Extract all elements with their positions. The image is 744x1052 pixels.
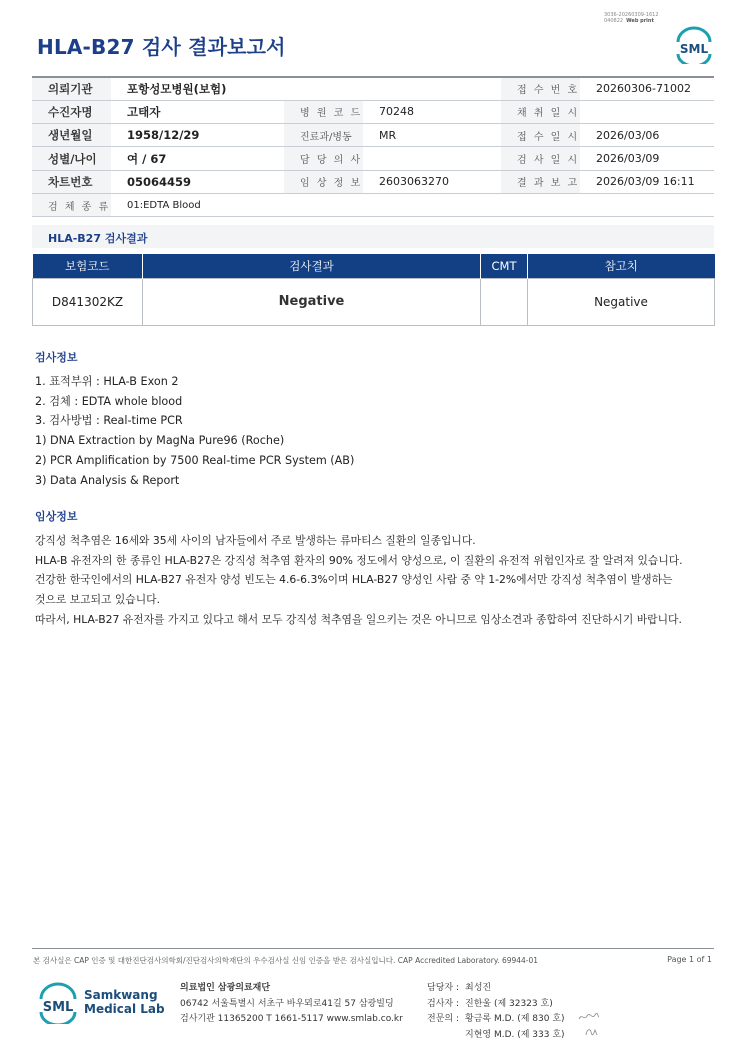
- specimen-label: 검 체 종 류: [32, 193, 111, 216]
- insurance-code: D841302KZ: [33, 278, 143, 325]
- clinical-info-line: HLA-B 유전자의 한 종류인 HLA-B27은 강직성 척추염 환자의 90% 정도에서 양성으로, 이 질환의 유전적 위험인자로 잘 알려져 있습니다.: [35, 553, 683, 567]
- test-info-line: 2. 검체 : EDTA whole blood: [35, 394, 183, 408]
- lab-address: [180, 981, 403, 1028]
- info-row: [32, 193, 714, 216]
- reference-value: Negative: [528, 278, 715, 325]
- lab-name-line: Medical Lab: [84, 1002, 165, 1016]
- info-label: 임 상 정 보: [284, 170, 363, 193]
- info-label: 성별/나이: [32, 147, 111, 170]
- info-label: [284, 77, 363, 100]
- sml-footer-logo-icon: [36, 982, 80, 1024]
- staff-role: 전문의 :: [427, 1014, 459, 1024]
- cmt-value: [481, 278, 528, 325]
- report-title: HLA-B27 검사 결과보고서: [37, 35, 286, 59]
- clinical-info-section: [35, 508, 683, 630]
- info-value: [363, 147, 501, 170]
- info-label: 생년월일: [32, 124, 111, 147]
- info-value: 여 / 67: [111, 147, 284, 170]
- staff-name: 황금록 M.D. (제 830 호): [465, 1014, 565, 1024]
- info-label: 병 원 코 드: [284, 100, 363, 123]
- lab-name-line: Samkwang: [84, 988, 158, 1002]
- accreditation-note: 본 검사실은 CAP 인증 및 대한진단검사의학회/진단검사의학재단의 우수검사실 신임 인증을 받은 검사실입니다. CAP Accredited Laboratory. 69944-01: [33, 956, 539, 965]
- info-value: 2026/03/09: [580, 147, 714, 170]
- staff-name: 최성진: [465, 983, 492, 993]
- staff-name: 지현영 M.D. (제 333 호): [465, 1029, 565, 1040]
- info-label: 접 수 일 시: [501, 124, 580, 147]
- info-value: 포항성모병원(보험): [111, 77, 284, 100]
- info-value: 1958/12/29: [111, 124, 284, 147]
- column-header: CMT: [481, 254, 528, 278]
- organization-name: 의료법인 삼광의료재단: [180, 983, 271, 993]
- result-table: [32, 254, 715, 326]
- info-row: [32, 147, 714, 170]
- test-info-line: 1) DNA Extraction by MagNa Pure96 (Roche): [35, 434, 285, 448]
- test-info-line: 2) PCR Amplification by 7500 Real-time PCR System (AB): [35, 453, 355, 467]
- info-value: 2026/03/06: [580, 124, 714, 147]
- test-info-title: 검사정보: [35, 351, 78, 364]
- info-label: 진료과/병동: [284, 124, 363, 147]
- info-value: 2026/03/09 16:11: [580, 170, 714, 193]
- info-label: 차트번호: [32, 170, 111, 193]
- clinical-info-line: 건강한 한국인에서의 HLA-B27 유전자 양성 빈도는 4.6-6.3%이며 HLA-B27 양성인 사람 중 약 1-2%에서만 강직성 척추염이 발생하는: [35, 573, 673, 587]
- info-label: 접 수 번 호: [501, 77, 580, 100]
- signature-icon: [578, 1011, 600, 1023]
- info-value: MR: [363, 124, 501, 147]
- info-value: [580, 100, 714, 123]
- clinical-info-line: 따라서, HLA-B27 유전자를 가지고 있다고 해서 모두 강직성 척추염을 일으키는 것은 아니므로 임상소견과 종합하여 진단하시기 바랍니다.: [35, 612, 682, 626]
- address-line: 06742 서울특별시 서초구 바우뫼로41길 57 삼광빌딩: [180, 998, 394, 1009]
- page-number: Page 1 of 1: [667, 955, 712, 964]
- info-row: [32, 77, 714, 100]
- patient-info-table: [32, 76, 714, 217]
- staff-row: [427, 981, 565, 997]
- info-row: [32, 124, 714, 147]
- test-info-line: 3) Data Analysis & Report: [35, 473, 180, 487]
- staff-name: 진한울 (제 32323 호): [465, 998, 553, 1009]
- clinical-info-line: 강직성 척추염은 16세와 35세 사이의 남자들에서 주로 발생하는 류마티스 질환의 일종입니다.: [35, 534, 476, 547]
- staff-role: 검사자 :: [427, 998, 459, 1009]
- column-header: 검사결과: [143, 254, 481, 278]
- info-label: 채 취 일 시: [501, 100, 580, 123]
- contact-line: 검사기관 11365200 T 1661-5117 www.smlab.co.kr: [180, 1014, 403, 1024]
- clinical-info-title: 임상정보: [35, 510, 78, 523]
- result-row: [33, 278, 715, 325]
- info-value: [363, 77, 501, 100]
- result-section-title: HLA-B27 검사결과: [48, 232, 148, 245]
- test-info-line: 3. 검사방법 : Real-time PCR: [35, 414, 183, 428]
- signature-icon: [584, 1026, 600, 1038]
- footer-divider: [32, 948, 714, 949]
- info-value: 20260306-71002: [580, 77, 714, 100]
- logo-text: SML: [679, 42, 709, 56]
- info-label: 검 사 일 시: [501, 147, 580, 170]
- column-header: 보험코드: [33, 254, 143, 278]
- info-row: [32, 170, 714, 193]
- result-section-header: [32, 225, 714, 248]
- info-value: 70248: [363, 100, 501, 123]
- test-info-line: 1. 표적부위 : HLA-B Exon 2: [35, 375, 179, 388]
- info-row: [32, 100, 714, 123]
- info-value: 2603063270: [363, 170, 501, 193]
- web-print-label: Web print: [626, 18, 654, 24]
- clinical-info-line: 것으로 보고되고 있습니다.: [35, 593, 161, 607]
- staff-row: [427, 1012, 565, 1028]
- info-value: 05064459: [111, 170, 284, 193]
- info-label: 담 당 의 사: [284, 147, 363, 170]
- result-header-row: [33, 254, 715, 278]
- staff-list: [427, 981, 565, 1043]
- specimen-value: 01:EDTA Blood: [111, 193, 714, 216]
- footer-logo-text: SML: [42, 1000, 74, 1015]
- staff-row: [427, 997, 565, 1013]
- info-label: 의뢰기관: [32, 77, 111, 100]
- staff-role: 담당자 :: [427, 983, 459, 993]
- info-label: 수진자명: [32, 100, 111, 123]
- info-label: 결 과 보 고: [501, 170, 580, 193]
- info-value: 고태자: [111, 100, 284, 123]
- column-header: 참고치: [528, 254, 715, 278]
- document-id-line: 3036-20260309-1612: [604, 12, 659, 18]
- lab-name: [84, 988, 165, 1016]
- test-info-section: [35, 349, 354, 490]
- document-id-code: 040822: [604, 18, 624, 24]
- test-result: Negative: [143, 278, 481, 325]
- document-id: [604, 12, 659, 24]
- staff-row: [427, 1028, 565, 1044]
- sml-logo-icon: [672, 26, 716, 64]
